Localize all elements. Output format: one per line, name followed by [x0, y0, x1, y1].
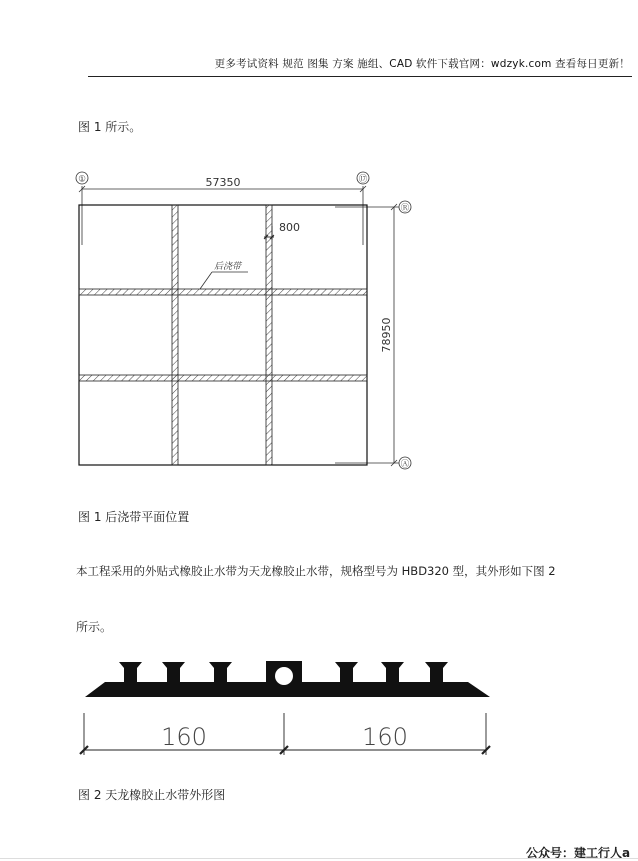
dimension-waterstop: [84, 713, 486, 755]
waterstop-profile: [85, 661, 490, 697]
axis-label-bottom: Ⓐ: [400, 459, 410, 470]
dimension-right-label: 160: [362, 723, 408, 751]
footer-watermark: 公众号：建工行人a: [526, 846, 631, 860]
post-pour-strip-vertical-1: [172, 205, 178, 465]
dimension-width-label: 57350: [205, 176, 241, 189]
dimension-ticks: [80, 746, 490, 754]
header-rule: [88, 76, 632, 77]
dimension-height: [335, 204, 399, 466]
body-text-line-2: 所示。: [76, 620, 113, 634]
intro-text: 图 1 所示。: [78, 120, 142, 134]
axis-label-right: ⑰: [358, 174, 368, 185]
band-label-leader: [200, 272, 248, 289]
waterstop-center-hole: [275, 667, 293, 685]
page-header: 更多考试资料 规范 图集 方案 施组、CAD 软件下载官网：wdzyk.com 查看每日更新！: [214, 58, 630, 70]
building-outline: [79, 205, 367, 465]
dimension-height-label: 78950: [380, 317, 393, 353]
dimension-left-label: 160: [161, 723, 207, 751]
post-pour-strip-vertical-2: [266, 205, 272, 465]
axis-label-top: Ⓡ: [400, 203, 410, 214]
post-pour-strip-horizontal-1: [79, 289, 367, 295]
dimension-width: [79, 186, 366, 245]
figure-2-caption: 图 2 天龙橡胶止水带外形图: [78, 788, 226, 802]
axis-marker-top: [399, 201, 411, 213]
footer-rule: [0, 858, 638, 859]
axis-marker-left: [76, 172, 88, 184]
figure-1-caption: 图 1 后浇带平面位置: [78, 510, 190, 524]
dimension-band: [264, 226, 274, 240]
axis-marker-bottom: [399, 457, 411, 469]
axis-marker-right: [357, 172, 369, 184]
dimension-band-label: 800: [279, 221, 300, 234]
body-text-line-1: 本工程采用的外贴式橡胶止水带为天龙橡胶止水带，规格型号为 HBD320 型，其外形如下图 2: [76, 564, 556, 578]
post-pour-strip-horizontal-2: [79, 375, 367, 381]
axis-label-left: ①: [78, 174, 86, 185]
band-label: 后浇带: [214, 262, 242, 272]
